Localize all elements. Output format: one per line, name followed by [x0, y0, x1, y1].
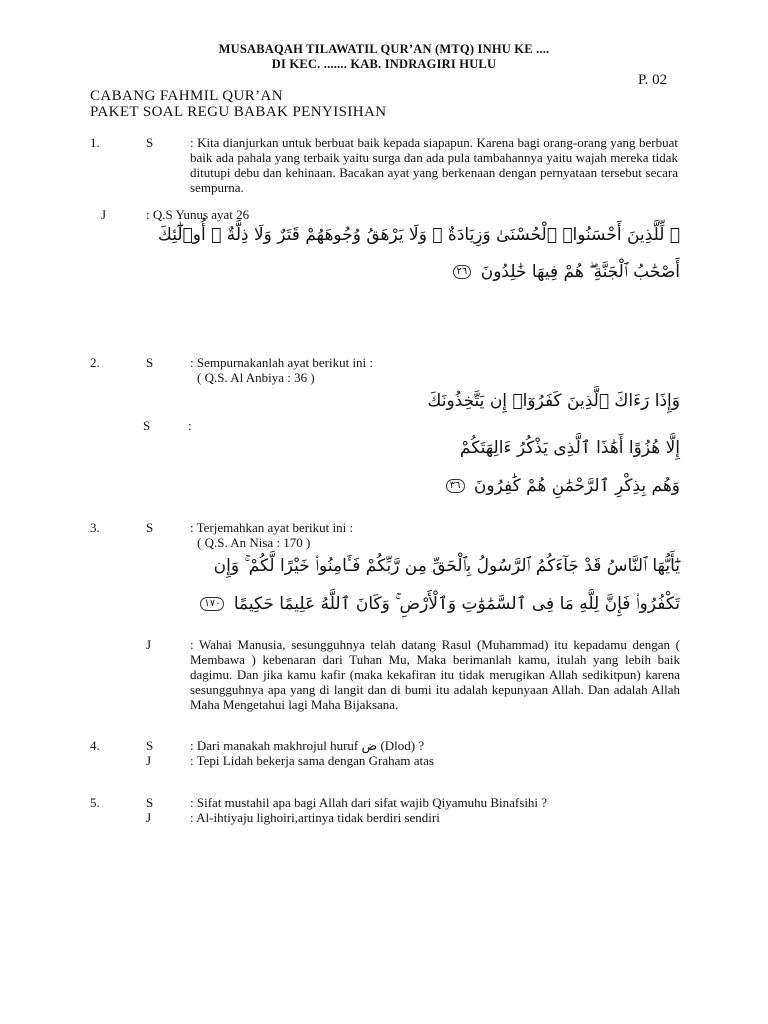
ayah-number-marker: ٢٦: [453, 265, 472, 279]
question-text: : Terjemahkan ayat berikut ini :: [190, 520, 354, 535]
arabic-verse-line: وَإِذَا رَءَاكَ ٱلَّذِينَ كَفَرُوٓا۟ إِن يَتَّخِذُونَكَ: [427, 391, 680, 411]
section-title-cabang: CABANG FAHMIL QUR’AN: [90, 88, 284, 104]
arabic-verse-text: وَهُم بِذِكْرِ ٱلرَّحْمَٰنِ هُمْ كَٰفِرُونَ: [473, 476, 680, 496]
answer-text: : Al-ihtiyaju lighoiri,artinya tidak berdiri sendiri: [190, 810, 440, 825]
answer-label: J: [146, 753, 152, 768]
section-title-paket: PAKET SOAL REGU BABAK PENYISIHAN: [90, 104, 387, 120]
question-number: 1.: [90, 135, 100, 150]
question-label: S: [146, 795, 154, 810]
page-code: P. 02: [638, 72, 668, 88]
question-number: 4.: [90, 738, 100, 753]
label-colon: :: [188, 418, 192, 433]
question-label: S: [146, 520, 154, 535]
question-text: : Sifat mustahil apa bagi Allah dari sifat wajib Qiyamuhu Binafsihi ?: [190, 795, 548, 810]
ayah-number-marker: ٣٦: [446, 479, 465, 493]
arabic-verse-line: [180, 594, 680, 614]
answer-text: : Tepi Lidah bekerja sama dengan Graham atas: [190, 753, 434, 768]
question-label: S: [146, 738, 154, 753]
arabic-verse-line: [380, 476, 680, 496]
answer-label: J: [146, 810, 152, 825]
question-number: 2.: [90, 355, 100, 370]
question-label: S: [143, 418, 151, 433]
header-title-line2: DI KEC. ....... KAB. INDRAGIRI HULU: [271, 57, 497, 71]
answer-label: J: [101, 207, 107, 222]
question-number: 5.: [90, 795, 100, 810]
arabic-verse-line: [380, 262, 680, 282]
question-label: S: [146, 135, 154, 150]
arabic-verse-line: ۞ لِّلَّذِينَ أَحْسَنُوا۟ ٱلْحُسْنَىٰ وَزِيَادَةٌ ۖ وَلَا يَرْهَقُ وُجُوهَهُمْ قَتَرٌ وَلَا ذِلَّةٌ ۚ أُو۟لَٰٓئِكَ: [157, 225, 680, 245]
question-label: S: [146, 355, 154, 370]
verse-reference: ( Q.S. Al Anbiya : 36 ): [197, 370, 315, 385]
answer-text: : Wahai Manusia, sesungguhnya telah datang Rasul (Muhammad) itu kepadamu dengan ( Membawa ) kebenaran dari Tuhan Mu, Maka berimanlah kamu, itulah yang lebih baik dagimu. Dan jika kamu kafir (maka kekafiran itu tidak merugikan Allah sedikitpun) karena sesungguhnya apa yang di langit dan di bumi itu adalah kepunyaan Allah. Dan adalah Allah Maha Mengetahui lagi Maha Bijaksana.: [190, 637, 680, 712]
answer-reference: : Q.S Yunus ayat 26: [146, 207, 250, 222]
question-text: : Dari manakah makhrojul huruf ض (Dlod) ?: [190, 738, 425, 753]
arabic-verse-line: يَٰٓأَيُّهَا ٱلنَّاسُ قَدْ جَآءَكُمُ ٱلرَّسُولُ بِٱلْحَقِّ مِن رَّبِّكُمْ فَـَٔامِنُوا۟ خَيْرًا لَّكُمْ ۚ وَإِن: [213, 556, 680, 576]
arabic-verse-text: تَكْفُرُوا۟ فَإِنَّ لِلَّهِ مَا فِى ٱلسَّمَٰوَٰتِ وَٱلْأَرْضِ ۚ وَكَانَ ٱللَّهُ عَلِيمًا حَكِيمًا: [233, 594, 680, 614]
question-number: 3.: [90, 520, 100, 535]
question-text: : Kita dianjurkan untuk berbuat baik kepada siapapun. Karena bagi orang-orang yang berbuat baik ada pahala yang terbaik yaitu surga dan ada pula tambahannya yaitu wajah mereka tidak ditutupi debu dan kehinaan. Bacakan ayat yang berkenaan dengan pernyataan tersebut secara sempurna.: [190, 135, 678, 195]
question-text: : Sempurnakanlah ayat berikut ini :: [190, 355, 374, 370]
arabic-verse-text: أَصْحَٰبُ ٱلْجَنَّةِ ۖ هُمْ فِيهَا خَٰلِدُونَ: [480, 262, 680, 282]
ayah-number-marker: ١٧٠: [200, 597, 224, 611]
header-title-line1: MUSABAQAH TILAWATIL QUR’AN (MTQ) INHU KE ....: [218, 42, 550, 56]
arabic-verse-line: إِلَّا هُزُوًا أَهَٰذَا ٱلَّذِى يَذْكُرُ ءَالِهَتَكُمْ: [459, 438, 680, 458]
answer-label: J: [146, 637, 152, 652]
verse-reference: ( Q.S. An Nisa : 170 ): [197, 535, 311, 550]
